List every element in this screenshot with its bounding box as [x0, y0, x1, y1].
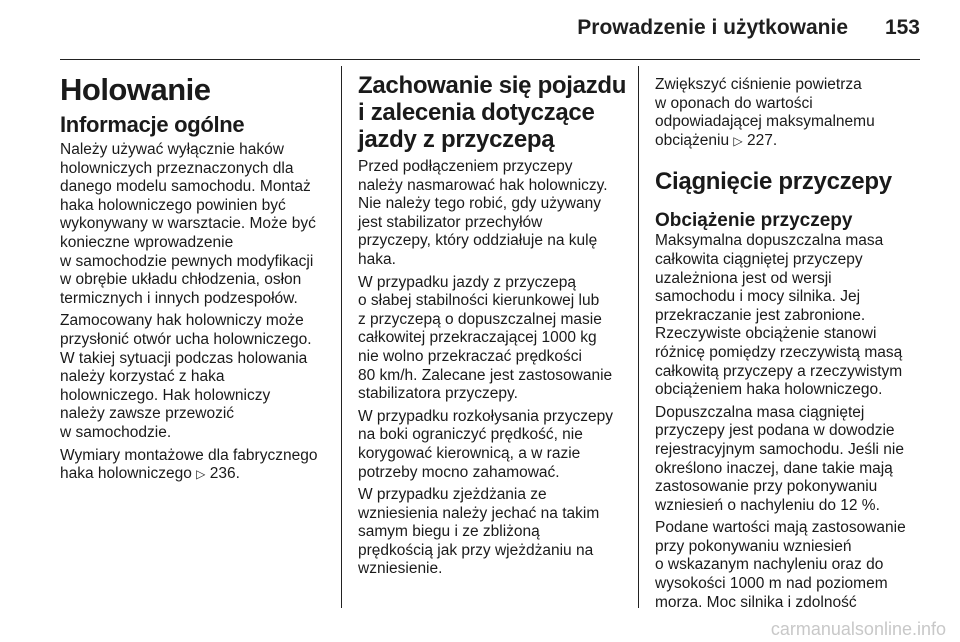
paragraph: W przypadku jazdy z przyczepą o słabej stabilności kierunkowej lub z przyczepą o dopuszczalnej masie całkowitej przekraczającej 1000 kg nie wolno przekraczać prędkości 80 km/h. Zalecane jest zastosowanie stabilizatora przyczepy.: [358, 273, 613, 403]
page-header: [0, 0, 960, 64]
subheading-trailer-load: Obciążenie przyczepy: [655, 210, 853, 232]
running-title: Prowadzenie i użytkowanie: [577, 16, 848, 39]
paragraph: W przypadku rozkołysania przyczepy na boki ograniczyć prędkość, nie korygować kierownicą, a w razie potrzeby mocno zahamować.: [358, 407, 613, 481]
section-heading-trailer-towing: Ciągnięcie przyczepy: [655, 168, 892, 196]
paragraph: Maksymalna dopuszczalna masa całkowita ciągniętej przyczepy uzależniona jest od wersji samochodu i mocy silnika. Jej przekraczanie jest zabronione. Rzeczywiste obciążenie stanowi różnicę pomiędzy rzeczywistą masą całkowitą przyczepy a rzeczywistym obciążeniem haka holowniczego.: [655, 232, 903, 399]
paragraph-with-reference: [655, 76, 927, 150]
paragraph-text: Wymiary montażowe dla fabrycznego haka holowniczego: [60, 446, 318, 483]
page-number: 153: [884, 16, 920, 39]
header-divider: [60, 59, 920, 60]
column-3: [655, 70, 927, 616]
watermark-text: carmanualsonline.info: [770, 619, 946, 639]
paragraph: Zamocowany hak holowniczy może przysłonić otwór ucha holowniczego. W takiej sytuacji podczas holowania należy korzystać z haka holowniczego. Hak holowniczy należy zawsze przewozić w samochodzie.: [60, 312, 312, 441]
paragraph: Należy używać wyłącznie haków holowniczych przeznaczonych dla danego modelu samochodu. Montaż haka holowniczego powinien być wykonywany w warsztacie. Może być konieczne wprowadzenie w samochodzie pewnych modyfikacji w obrębie układu chłodzenia, osłon termicznych i innych podzespołów.: [60, 141, 316, 307]
page-ref-arrow-icon: ▷: [196, 467, 206, 482]
page-reference-link[interactable]: 227.: [746, 131, 778, 149]
section-heading-trailer-behaviour: Zachowanie się pojazdu i zalecenia dotyczące jazdy z przyczepą: [358, 72, 627, 153]
column-2: [358, 70, 628, 583]
column-divider-2: [638, 66, 639, 608]
section-heading-towing: Holowanie: [60, 72, 211, 107]
subheading-general-info: Informacje ogólne: [60, 112, 245, 137]
page-ref-arrow-icon: ▷: [733, 133, 743, 148]
paragraph: W przypadku zjeżdżania ze wzniesienia należy jechać na takim samym biegu i ze zbliżoną prędkością jak przy wjeżdżaniu na wzniesienie.: [358, 486, 600, 578]
page-reference-link[interactable]: 236.: [209, 465, 240, 483]
paragraph-with-reference: [60, 447, 330, 484]
paragraph: Podane wartości mają zastosowanie przy pokonywaniu wzniesień o wskazanym nachyleniu oraz do wysokości 1000 m nad poziomem morza. Moc silnika i zdolność: [655, 519, 906, 611]
column-divider-1: [341, 66, 342, 608]
paragraph-text: Zwiększyć ciśnienie powietrza w oponach do wartości odpowiadającej maksymalnemu obciążeniu: [655, 76, 875, 149]
paragraph: Dopuszczalna masa ciągniętej przyczepy jest podana w dowodzie rejestracyjnym samochodu. Jeśli nie określono inaczej, dane takie mają zastosowanie przy pokonywaniu wzniesień o nachyleniu do 12 %.: [655, 403, 904, 514]
paragraph: Przed podłączeniem przyczepy należy nasmarować hak holowniczy. Nie należy tego robić, gdy używany jest stabilizator przechyłów przyczepy, który oddziałuje na kulę haka.: [358, 158, 608, 268]
column-1: [60, 70, 330, 488]
